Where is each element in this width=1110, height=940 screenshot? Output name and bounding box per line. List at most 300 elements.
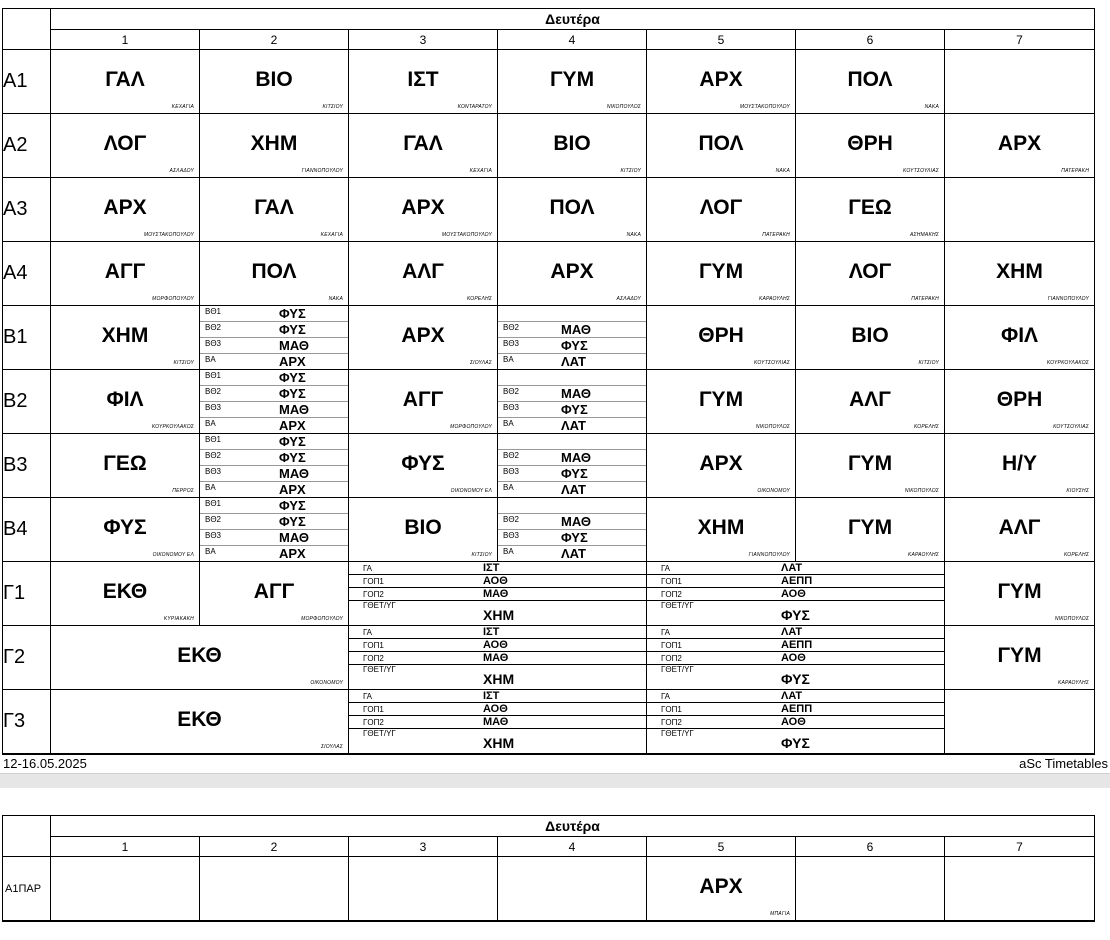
lesson bbox=[51, 178, 199, 241]
group-split bbox=[498, 498, 646, 561]
lesson bbox=[796, 114, 944, 177]
group-subject: ΛΑΤ bbox=[781, 690, 803, 702]
lesson-cell bbox=[51, 306, 200, 370]
lesson-cell bbox=[796, 50, 945, 114]
lesson-subject: Η/Υ bbox=[1002, 452, 1038, 475]
lesson bbox=[796, 50, 944, 113]
group-subject: ΧΗΜ bbox=[483, 735, 515, 751]
group-name: ΒΘ1 bbox=[205, 307, 222, 316]
group-row bbox=[498, 402, 646, 418]
lesson-subject: ΛΟΓ bbox=[848, 260, 892, 283]
lesson-cell bbox=[200, 50, 349, 114]
lesson-subject: ΓΥΜ bbox=[698, 388, 744, 411]
period-header: 6 bbox=[796, 837, 945, 857]
lesson-teacher: ΓΙΑΝΝΟΠΟΥΛΟΥ bbox=[748, 552, 790, 558]
lesson-teacher: ΚΑΡΑΟΥΛΗΣ bbox=[758, 296, 790, 302]
lesson bbox=[349, 434, 497, 497]
group-row bbox=[647, 575, 944, 588]
lesson-teacher: ΚΑΡΑΟΥΛΗΣ bbox=[1057, 680, 1090, 686]
group-row bbox=[200, 338, 348, 354]
group-subject: ΑΟΘ bbox=[483, 703, 508, 715]
lesson-cell bbox=[349, 562, 647, 626]
lesson-teacher: ΜΟΥΣΤΑΚΟΠΟΥΛΟΥ bbox=[739, 104, 790, 110]
corner-cell bbox=[3, 816, 51, 857]
group-row bbox=[200, 322, 348, 338]
group-name: ΒΘ3 bbox=[205, 403, 222, 412]
split-spacer bbox=[498, 498, 646, 514]
group-row bbox=[647, 729, 944, 753]
group-row bbox=[349, 716, 646, 729]
lesson-teacher: ΚΟΥΡΚΟΥΛΑΚΟΣ bbox=[151, 424, 194, 430]
lesson-cell bbox=[945, 690, 1095, 755]
lesson bbox=[349, 306, 497, 369]
lesson-cell bbox=[200, 178, 349, 242]
group-split bbox=[498, 306, 646, 369]
group-row bbox=[200, 306, 348, 322]
period-header: 5 bbox=[647, 837, 796, 857]
group-row bbox=[200, 402, 348, 418]
lesson-subject: ΦΥΣ bbox=[401, 452, 445, 475]
lesson bbox=[945, 242, 1094, 305]
lesson-teacher: ΚΙΤΣΙΟΥ bbox=[471, 552, 492, 558]
group-name: ΒΘ2 bbox=[503, 387, 520, 396]
group-name: ΓΘΕΤ/ΥΓ bbox=[661, 601, 694, 610]
group-row bbox=[349, 601, 646, 625]
lesson-cell bbox=[796, 242, 945, 306]
lesson-teacher: ΓΙΑΝΝΟΠΟΥΛΟΥ bbox=[301, 168, 343, 174]
period-header: 3 bbox=[349, 30, 498, 50]
group-name: ΒΘ1 bbox=[205, 499, 222, 508]
group-split bbox=[647, 626, 944, 689]
group-subject: ΦΥΣ bbox=[561, 466, 588, 481]
class-label: Α2 bbox=[3, 114, 51, 178]
lesson-cell bbox=[349, 626, 647, 690]
lesson-cell bbox=[945, 857, 1095, 922]
lesson-teacher: ΜΠΑΓΙΑ bbox=[770, 911, 790, 917]
group-subject: ΙΣΤ bbox=[483, 690, 500, 702]
lesson-teacher: ΚΕΧΑΓΙΑ bbox=[469, 168, 492, 174]
group-name: ΒΘ1 bbox=[205, 371, 222, 380]
lesson-subject: ΦΙΛ bbox=[106, 388, 144, 411]
group-name: ΓΑ bbox=[363, 691, 373, 701]
group-subject: ΦΥΣ bbox=[561, 402, 588, 417]
group-subject: ΜΑΘ bbox=[483, 652, 509, 664]
lesson-cell bbox=[349, 114, 498, 178]
group-row bbox=[647, 716, 944, 729]
group-subject: ΧΗΜ bbox=[483, 607, 515, 623]
lesson-subject: ΑΛΓ bbox=[849, 388, 891, 411]
lesson-cell bbox=[200, 857, 349, 922]
lesson-cell bbox=[51, 434, 200, 498]
lesson-cell bbox=[498, 242, 647, 306]
group-name: ΒΑ bbox=[503, 547, 514, 556]
lesson-cell bbox=[200, 306, 349, 370]
lesson-subject: ΓΥΜ bbox=[847, 516, 893, 539]
lesson-cell bbox=[349, 498, 498, 562]
group-row bbox=[200, 354, 348, 369]
group-row bbox=[200, 482, 348, 497]
lesson bbox=[796, 434, 944, 497]
lesson-subject: ΧΗΜ bbox=[697, 516, 745, 539]
lesson-teacher: ΚΟΥΤΣΟΥΛΙΑΣ bbox=[754, 360, 790, 366]
class-label: Α1ΠΑΡ bbox=[3, 857, 51, 922]
group-split bbox=[498, 434, 646, 497]
group-subject: ΦΥΣ bbox=[279, 450, 306, 465]
lesson-cell bbox=[945, 562, 1095, 626]
group-subject: ΛΑΤ bbox=[561, 354, 586, 369]
lesson bbox=[349, 178, 497, 241]
lesson bbox=[51, 114, 199, 177]
group-subject: ΜΑΘ bbox=[561, 450, 591, 465]
group-split bbox=[200, 498, 348, 561]
lesson-cell bbox=[51, 690, 349, 755]
lesson-cell bbox=[498, 306, 647, 370]
group-row bbox=[349, 652, 646, 665]
lesson bbox=[647, 114, 795, 177]
lesson-cell bbox=[945, 498, 1095, 562]
group-name: ΒΘ2 bbox=[503, 515, 520, 524]
group-subject: ΑΕΠΠ bbox=[781, 703, 813, 715]
group-name: ΒΘ2 bbox=[503, 451, 520, 460]
group-name: ΓΑ bbox=[661, 691, 671, 701]
group-subject: ΑΡΧ bbox=[279, 418, 306, 433]
group-name: ΒΑ bbox=[205, 547, 216, 556]
lesson-subject: ΓΑΛ bbox=[254, 196, 294, 219]
lesson bbox=[647, 370, 795, 433]
lesson-cell bbox=[945, 626, 1095, 690]
lesson-cell bbox=[945, 50, 1095, 114]
lesson-teacher: ΠΑΤΕΡΑΚΗ bbox=[911, 296, 939, 302]
lesson-subject: ΘΡΗ bbox=[698, 324, 744, 347]
lesson bbox=[945, 50, 1094, 113]
lesson-cell bbox=[945, 178, 1095, 242]
lesson-subject: ΧΗΜ bbox=[250, 132, 298, 155]
lesson-teacher: ΚΟΥΡΚΟΥΛΑΚΟΣ bbox=[1046, 360, 1090, 366]
lesson bbox=[51, 370, 199, 433]
lesson-cell bbox=[945, 114, 1095, 178]
lesson-subject: ΛΟΓ bbox=[699, 196, 743, 219]
lesson-cell bbox=[51, 498, 200, 562]
lesson-subject: ΠΟΛ bbox=[698, 132, 744, 155]
group-subject: ΜΑΘ bbox=[561, 322, 591, 337]
lesson-subject: ΛΟΓ bbox=[103, 132, 147, 155]
lesson bbox=[945, 562, 1094, 625]
group-subject: ΦΥΣ bbox=[781, 607, 810, 623]
lesson bbox=[349, 498, 497, 561]
lesson-cell bbox=[200, 562, 349, 626]
lesson bbox=[51, 498, 199, 561]
group-subject: ΑΡΧ bbox=[279, 482, 306, 497]
lesson-subject: ΓΥΜ bbox=[698, 260, 744, 283]
lesson-cell bbox=[647, 114, 796, 178]
lesson-subject: ΑΡΧ bbox=[103, 196, 147, 219]
lesson bbox=[647, 434, 795, 497]
class-label: Α4 bbox=[3, 242, 51, 306]
lesson-subject: ΓΥΜ bbox=[997, 644, 1042, 667]
lesson-teacher: ΑΣΛΑΔΟΥ bbox=[169, 168, 194, 174]
lesson-teacher: ΠΑΤΕΡΑΚΗ bbox=[1061, 168, 1090, 174]
period-header: 2 bbox=[200, 837, 349, 857]
lesson bbox=[51, 242, 199, 305]
group-subject: ΛΑΤ bbox=[781, 626, 803, 638]
lesson bbox=[796, 498, 944, 561]
lesson bbox=[51, 626, 348, 689]
lesson-teacher: ΝΑΚΑ bbox=[328, 296, 343, 302]
lesson-subject: ΑΡΧ bbox=[997, 132, 1042, 155]
group-subject: ΛΑΤ bbox=[561, 546, 586, 561]
lesson bbox=[945, 306, 1094, 369]
group-subject: ΑΟΘ bbox=[781, 652, 806, 664]
lesson-teacher: ΚΟΥΤΣΟΥΛΙΑΣ bbox=[1053, 424, 1090, 430]
footer-brand: aSc Timetables bbox=[1019, 756, 1108, 771]
group-row bbox=[349, 690, 646, 703]
lesson-cell bbox=[200, 434, 349, 498]
lesson bbox=[647, 178, 795, 241]
lesson-cell bbox=[51, 370, 200, 434]
group-name: ΓΟΠ1 bbox=[661, 640, 682, 650]
lesson-subject: ΧΗΜ bbox=[101, 324, 149, 347]
class-label: Γ3 bbox=[3, 690, 51, 755]
group-name: ΓΑ bbox=[363, 627, 373, 637]
lesson-teacher: ΝΑΚΑ bbox=[924, 104, 939, 110]
lesson bbox=[647, 498, 795, 561]
group-subject: ΛΑΤ bbox=[561, 482, 586, 497]
lesson-subject: ΑΡΧ bbox=[401, 196, 445, 219]
group-subject: ΦΥΣ bbox=[781, 671, 810, 687]
footer-date: 12-16.05.2025 bbox=[3, 756, 87, 771]
lesson-subject: ΒΙΟ bbox=[404, 516, 442, 539]
group-name: ΒΘ3 bbox=[503, 339, 520, 348]
group-subject: ΑΟΘ bbox=[781, 588, 806, 600]
group-subject: ΜΑΘ bbox=[561, 514, 591, 529]
lesson bbox=[945, 114, 1094, 177]
group-name: ΒΑ bbox=[205, 419, 216, 428]
lesson bbox=[498, 178, 646, 241]
group-subject: ΦΥΣ bbox=[279, 370, 306, 385]
lesson bbox=[796, 370, 944, 433]
lesson-cell bbox=[200, 114, 349, 178]
lesson-teacher: ΝΙΚΟΠΟΥΛΟΣ bbox=[1054, 616, 1090, 622]
group-name: ΓΘΕΤ/ΥΓ bbox=[363, 665, 396, 674]
lesson bbox=[498, 114, 646, 177]
group-row bbox=[200, 514, 348, 530]
lesson-cell bbox=[349, 242, 498, 306]
lesson-teacher: ΚΟΡΕΛΗΣ bbox=[1064, 552, 1090, 558]
lesson-teacher: ΑΣΛΑΔΟΥ bbox=[616, 296, 641, 302]
lesson-teacher: ΚΙΤΣΙΟΥ bbox=[173, 360, 194, 366]
group-row bbox=[498, 322, 646, 338]
lesson-subject: ΘΡΗ bbox=[847, 132, 893, 155]
lesson-teacher: ΚΥΡΙΑΚΑΚΗ bbox=[163, 616, 194, 622]
lesson-cell bbox=[796, 434, 945, 498]
lesson-cell bbox=[647, 562, 945, 626]
group-name: ΒΘ3 bbox=[503, 467, 520, 476]
lesson-cell bbox=[498, 114, 647, 178]
lesson-teacher: ΝΙΚΟΠΟΥΛΟΣ bbox=[755, 424, 790, 430]
lesson-cell bbox=[200, 242, 349, 306]
lesson-cell bbox=[498, 857, 647, 922]
group-name: ΒΑ bbox=[503, 419, 514, 428]
class-label: Β3 bbox=[3, 434, 51, 498]
group-row bbox=[200, 498, 348, 514]
lesson bbox=[200, 178, 348, 241]
timetable-grid-2 bbox=[2, 815, 1095, 922]
group-row bbox=[498, 514, 646, 530]
day-header: Δευτέρα bbox=[51, 9, 1095, 30]
group-row bbox=[349, 626, 646, 639]
group-split bbox=[200, 306, 348, 369]
period-header: 5 bbox=[647, 30, 796, 50]
lesson-teacher: ΚΙΤΣΙΟΥ bbox=[620, 168, 641, 174]
lesson-cell bbox=[647, 50, 796, 114]
group-name: ΓΟΠ1 bbox=[363, 640, 384, 650]
group-row bbox=[498, 338, 646, 354]
group-subject: ΜΑΘ bbox=[279, 402, 309, 417]
lesson-cell bbox=[349, 370, 498, 434]
lesson-subject: ΒΙΟ bbox=[851, 324, 889, 347]
period-header: 3 bbox=[349, 837, 498, 857]
lesson-subject: ΑΡΧ bbox=[699, 452, 743, 475]
lesson bbox=[51, 562, 199, 625]
lesson-subject: ΑΓΓ bbox=[402, 388, 444, 411]
lesson bbox=[51, 306, 199, 369]
lesson bbox=[796, 178, 944, 241]
group-split bbox=[200, 434, 348, 497]
lesson-subject: ΓΑΛ bbox=[105, 68, 145, 91]
period-header: 1 bbox=[51, 30, 200, 50]
group-split bbox=[498, 370, 646, 433]
period-header: 1 bbox=[51, 837, 200, 857]
lesson bbox=[945, 370, 1094, 433]
lesson-cell bbox=[945, 370, 1095, 434]
group-name: ΓΟΠ1 bbox=[363, 576, 384, 586]
group-row bbox=[349, 562, 646, 575]
lesson-cell bbox=[647, 498, 796, 562]
corner-cell bbox=[3, 9, 51, 50]
group-subject: ΛΑΤ bbox=[561, 418, 586, 433]
group-subject: ΜΑΘ bbox=[279, 466, 309, 481]
lesson-cell bbox=[647, 857, 796, 922]
lesson-cell bbox=[945, 434, 1095, 498]
class-label: Γ1 bbox=[3, 562, 51, 626]
lesson-teacher: ΚΟΡΕΛΗΣ bbox=[914, 424, 939, 430]
lesson-teacher: ΣΙΟΥΛΑΣ bbox=[320, 744, 343, 750]
group-name: ΒΘ3 bbox=[205, 531, 222, 540]
lesson-subject: ΑΡΧ bbox=[401, 324, 445, 347]
lesson-subject: ΙΣΤ bbox=[407, 68, 439, 91]
day-header: Δευτέρα bbox=[51, 816, 1095, 837]
lesson bbox=[349, 114, 497, 177]
group-subject: ΑΕΠΠ bbox=[781, 639, 813, 651]
lesson-subject: ΓΕΩ bbox=[848, 196, 892, 219]
lesson-cell bbox=[349, 434, 498, 498]
group-name: ΒΘ2 bbox=[503, 323, 520, 332]
group-name: ΓΟΠ2 bbox=[363, 653, 384, 663]
group-row bbox=[349, 575, 646, 588]
group-row bbox=[200, 370, 348, 386]
lesson bbox=[349, 370, 497, 433]
lesson-teacher: ΚΙΤΣΙΟΥ bbox=[322, 104, 343, 110]
lesson-subject: ΒΙΟ bbox=[255, 68, 293, 91]
group-row bbox=[498, 418, 646, 433]
class-label: Β2 bbox=[3, 370, 51, 434]
group-subject: ΦΥΣ bbox=[781, 735, 810, 751]
class-label: Α1 bbox=[3, 50, 51, 114]
lesson-subject: ΓΥΜ bbox=[847, 452, 893, 475]
split-spacer bbox=[498, 434, 646, 450]
lesson-subject: ΑΡΧ bbox=[699, 68, 743, 91]
group-row bbox=[349, 729, 646, 753]
lesson bbox=[647, 242, 795, 305]
group-name: ΒΑ bbox=[503, 483, 514, 492]
group-name: ΓΟΠ2 bbox=[363, 589, 384, 599]
lesson-teacher: ΑΣΗΜΑΚΗΣ bbox=[910, 232, 939, 238]
page-separator bbox=[0, 773, 1110, 788]
group-row bbox=[349, 665, 646, 689]
group-subject: ΙΣΤ bbox=[483, 562, 500, 574]
lesson-subject: ΓΑΛ bbox=[403, 132, 443, 155]
group-name: ΓΘΕΤ/ΥΓ bbox=[363, 601, 396, 610]
group-split bbox=[349, 626, 646, 689]
lesson-teacher: ΜΟΡΦΟΠΟΥΛΟΥ bbox=[450, 424, 492, 430]
lesson-cell bbox=[498, 498, 647, 562]
lesson-cell bbox=[200, 498, 349, 562]
group-row bbox=[349, 639, 646, 652]
lesson bbox=[647, 306, 795, 369]
group-row bbox=[647, 703, 944, 716]
lesson-teacher: ΠΕΡΡΟΣ bbox=[172, 488, 194, 494]
group-row bbox=[647, 690, 944, 703]
lesson-teacher: ΝΑΚΑ bbox=[775, 168, 790, 174]
group-subject: ΦΥΣ bbox=[279, 514, 306, 529]
lesson-subject: ΓΥΜ bbox=[549, 68, 595, 91]
group-row bbox=[200, 450, 348, 466]
lesson-teacher: ΚΕΧΑΓΙΑ bbox=[320, 232, 343, 238]
lesson bbox=[647, 50, 795, 113]
group-name: ΓΘΕΤ/ΥΓ bbox=[363, 729, 396, 738]
lesson-teacher: ΜΟΡΦΟΠΟΥΛΟΥ bbox=[152, 296, 194, 302]
group-row bbox=[647, 639, 944, 652]
group-name: ΓΘΕΤ/ΥΓ bbox=[661, 729, 694, 738]
split-spacer bbox=[498, 370, 646, 386]
group-name: ΒΘ3 bbox=[503, 403, 520, 412]
lesson-subject: ΓΥΜ bbox=[997, 580, 1042, 603]
period-header: 4 bbox=[498, 30, 647, 50]
lesson-subject: ΓΕΩ bbox=[103, 452, 147, 475]
group-row bbox=[498, 386, 646, 402]
group-subject: ΦΥΣ bbox=[279, 322, 306, 337]
group-row bbox=[647, 665, 944, 689]
group-name: ΓΟΠ2 bbox=[363, 717, 384, 727]
class-label: Β1 bbox=[3, 306, 51, 370]
lesson-teacher: ΚΙΤΣΙΟΥ bbox=[918, 360, 939, 366]
group-name: ΒΘ3 bbox=[205, 339, 222, 348]
lesson-subject: ΦΙΛ bbox=[1000, 324, 1039, 347]
lesson-subject: ΒΙΟ bbox=[553, 132, 591, 155]
group-row bbox=[200, 530, 348, 546]
lesson-cell bbox=[349, 178, 498, 242]
lesson-cell bbox=[349, 50, 498, 114]
lesson bbox=[945, 690, 1094, 753]
group-name: ΒΘ2 bbox=[205, 515, 222, 524]
group-subject: ΜΑΘ bbox=[279, 530, 309, 545]
lesson-cell bbox=[498, 50, 647, 114]
lesson-cell bbox=[796, 114, 945, 178]
group-name: ΓΟΠ2 bbox=[661, 653, 682, 663]
group-row bbox=[498, 546, 646, 561]
class-label: Α3 bbox=[3, 178, 51, 242]
group-split bbox=[349, 690, 646, 753]
